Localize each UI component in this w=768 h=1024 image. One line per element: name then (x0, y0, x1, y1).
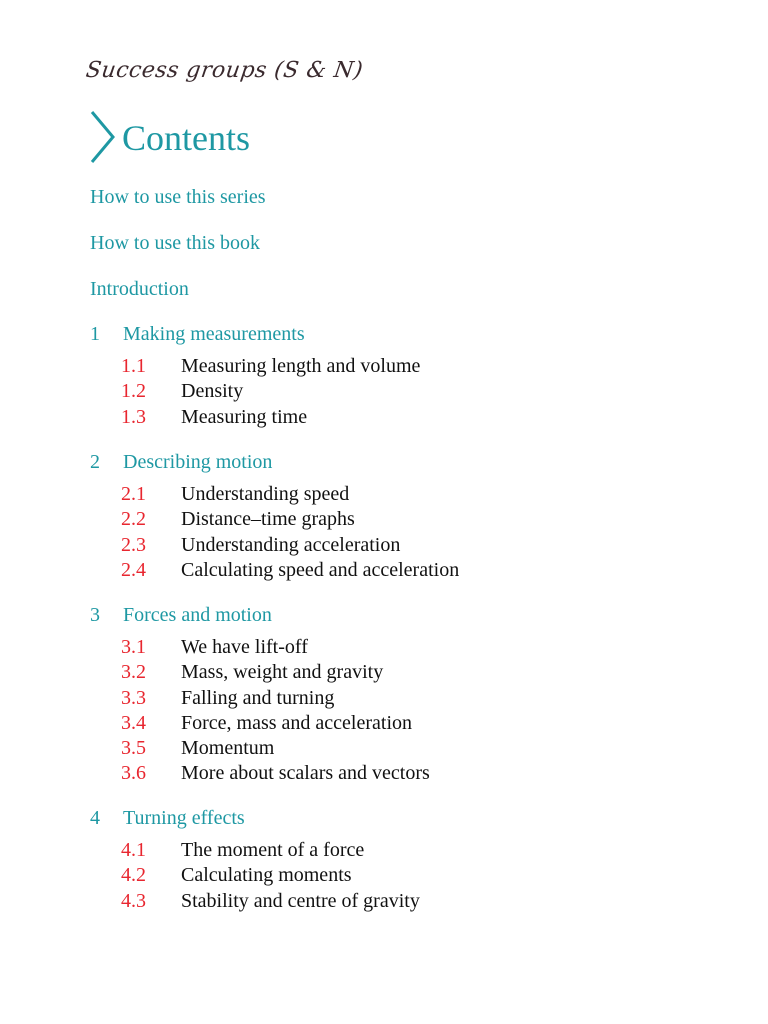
section-title: The moment of a force (181, 839, 365, 861)
section-item[interactable] (90, 533, 690, 558)
chapter-title-text: Turning effects (123, 807, 245, 829)
section-item[interactable] (90, 635, 690, 660)
section-list (90, 838, 690, 914)
chapter-title[interactable] (90, 322, 690, 348)
chapter-title[interactable] (90, 806, 690, 832)
section-title: Momentum (181, 737, 275, 760)
chapter-title-text: Describing motion (123, 451, 273, 473)
section-title: Understanding acceleration (181, 533, 401, 556)
section-title: Stability and centre of gravity (181, 889, 420, 912)
chapter-title[interactable] (90, 450, 690, 476)
chapter-number: 2 (90, 451, 100, 473)
section-title: More about scalars and vectors (181, 762, 430, 785)
section-number: 2.1 (121, 483, 146, 505)
section-item[interactable] (90, 379, 690, 404)
chapter-4 (90, 806, 690, 914)
section-title: Falling and turning (181, 686, 335, 709)
section-title: Distance–time graphs (181, 508, 355, 531)
section-number: 4.1 (121, 839, 146, 861)
section-number: 1.1 (121, 355, 146, 377)
section-title: Measuring time (181, 405, 308, 428)
chapter-3 (90, 603, 690, 787)
page-title: Contents (122, 118, 251, 158)
chapter-number: 4 (90, 807, 100, 829)
section-item[interactable] (90, 405, 690, 430)
section-number: 2.2 (121, 508, 146, 531)
section-item[interactable] (90, 686, 690, 711)
section-number: 1.3 (121, 405, 146, 428)
chapter-number: 3 (90, 604, 100, 626)
handwritten-note: Success groups (S & N) (84, 58, 365, 83)
section-title: Calculating speed and acceleration (181, 558, 460, 581)
section-number: 1.2 (121, 380, 146, 403)
section-item[interactable] (90, 863, 690, 888)
section-number: 3.3 (121, 686, 146, 709)
section-number: 3.5 (121, 737, 146, 760)
section-item[interactable] (90, 761, 690, 786)
section-item[interactable] (90, 711, 690, 736)
section-item[interactable] (90, 507, 690, 532)
section-number: 3.4 (121, 711, 146, 734)
section-number: 2.4 (121, 558, 146, 581)
section-item[interactable] (90, 354, 690, 379)
toc-link-how-to-use-series[interactable]: How to use this series (90, 186, 266, 208)
section-title: We have lift-off (181, 636, 308, 658)
section-number: 3.2 (121, 661, 146, 684)
section-item[interactable] (90, 736, 690, 761)
section-list (90, 635, 690, 787)
section-title: Density (181, 380, 244, 403)
chapter-title-text: Forces and motion (123, 604, 272, 626)
chapter-number: 1 (90, 323, 100, 345)
section-title: Force, mass and acceleration (181, 711, 413, 734)
chevron-right-icon (88, 110, 118, 166)
section-title: Mass, weight and gravity (181, 661, 384, 684)
section-title: Calculating moments (181, 864, 352, 887)
chapter-1 (90, 322, 690, 430)
section-number: 3.6 (121, 762, 146, 785)
section-item[interactable] (90, 838, 690, 863)
section-number: 4.3 (121, 889, 146, 912)
section-list (90, 482, 690, 583)
section-item[interactable] (90, 889, 690, 914)
section-item[interactable] (90, 558, 690, 583)
section-item[interactable] (90, 482, 690, 507)
chapter-2 (90, 450, 690, 583)
chapter-title[interactable] (90, 603, 690, 629)
toc-link-how-to-use-book[interactable]: How to use this book (90, 232, 260, 254)
section-item[interactable] (90, 660, 690, 685)
section-number: 2.3 (121, 533, 146, 556)
section-number: 3.1 (121, 636, 146, 658)
chapter-title-text: Making measurements (123, 323, 305, 345)
section-title: Measuring length and volume (181, 355, 421, 377)
toc-link-introduction[interactable]: Introduction (90, 278, 189, 300)
section-list (90, 354, 690, 430)
section-title: Understanding speed (181, 483, 350, 505)
contents-heading (88, 110, 250, 166)
section-number: 4.2 (121, 864, 146, 887)
